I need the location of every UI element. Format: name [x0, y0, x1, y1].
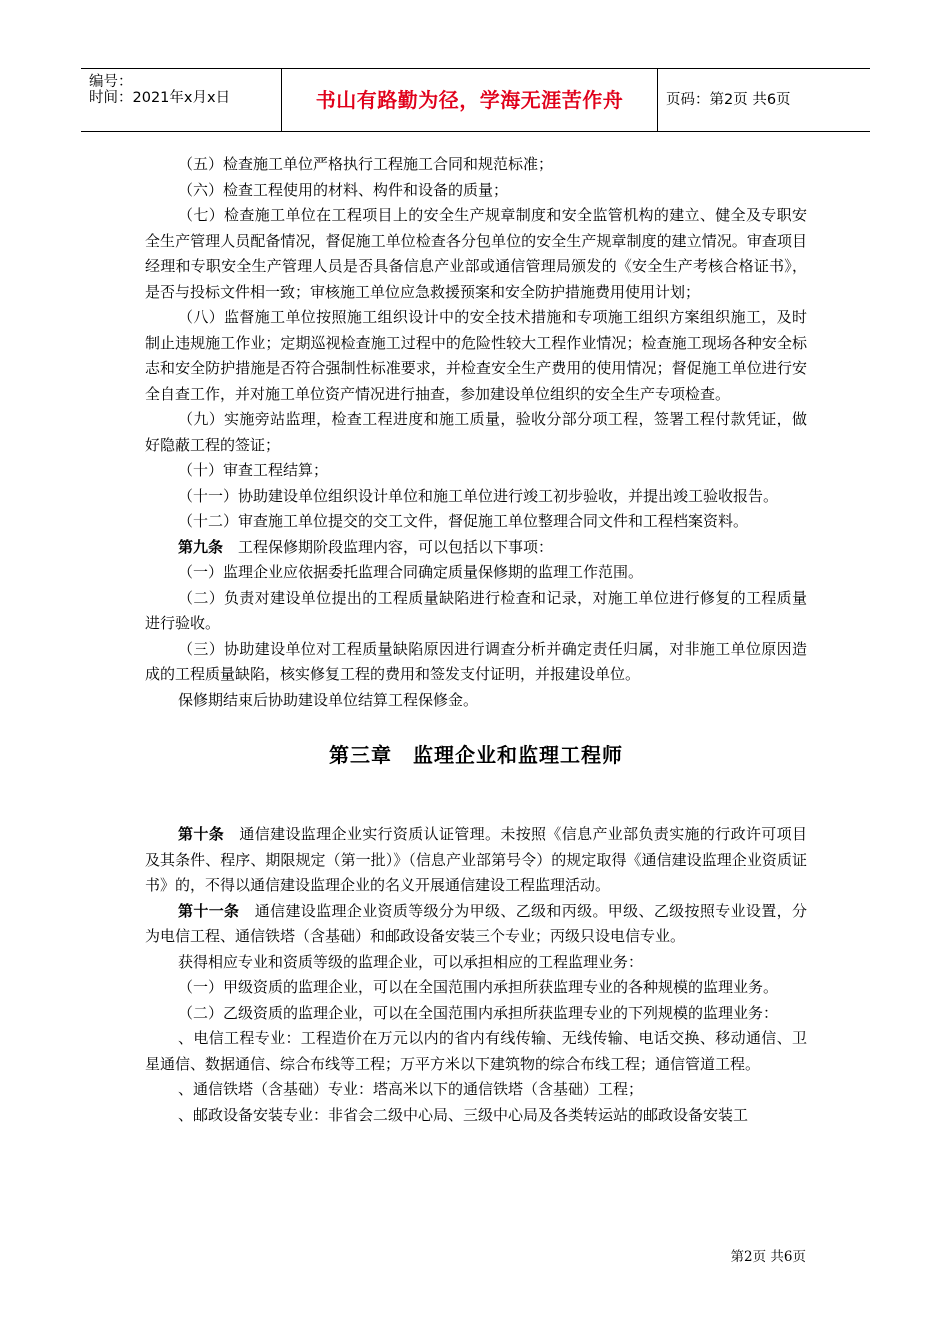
paragraph: [145, 458, 807, 484]
paragraph-text: （一）监理企业应依据委托监理合同确定质量保修期的监理工作范围。: [178, 563, 644, 581]
paragraph: [145, 1103, 807, 1129]
header-motto: 书山有路勤为径，学海无涯苦作舟: [282, 69, 658, 131]
article-number: 第九条: [178, 537, 224, 556]
document-date-label: 时间：2021年x月x日: [89, 90, 231, 106]
paragraph-text: （五）检查施工单位严格执行工程施工合同和规范标准；: [178, 155, 554, 173]
paragraph-text: 保修期结束后协助建设单位结算工程保修金。: [178, 690, 479, 709]
paragraph: [145, 822, 807, 899]
paragraph: [145, 586, 807, 637]
paragraph: [145, 484, 807, 510]
paragraph: [145, 152, 807, 178]
paragraph-text: （八）监督施工单位按照施工组织设计中的安全技术措施和专项施工组织方案组织施工，及时制止违规施工作业；定期巡视检查施工过程中的危险性较大工程作业情况；检查施工现场各种安全标志和安全防护措施是否符合强制性标准要求，并检查安全生产费用的使用情况；督促施工单位进行安全自查工作，并对施工单位资产情况进行抽查，参加建设单位组织的安全生产专项检查。: [145, 308, 807, 403]
paragraph-text: 、邮政设备安装专业：非省会二级中心局、三级中心局及各类转运站的邮政设备安装工: [178, 1105, 749, 1124]
page-footer: 第2页 共6页: [730, 1249, 806, 1265]
section-chapter-three: [145, 822, 807, 1128]
header-meta-cell: [81, 69, 282, 131]
paragraph-text: （十二）审查施工单位提交的交工文件，督促施工单位整理合同文件和工程档案资料。: [178, 512, 749, 530]
paragraph-text: （十一）协助建设单位组织设计单位和施工单位进行竣工初步验收，并提出竣工验收报告。: [178, 486, 779, 505]
paragraph-text: 、电信工程专业：工程造价在万元以内的省内有线传输、无线传输、电话交换、移动通信、卫星通信、数据通信、综合布线等工程；万平方米以下建筑物的综合布线工程；通信管道工程。: [145, 1029, 807, 1073]
paragraph: [145, 950, 807, 976]
paragraph-text: 工程保修期阶段监理内容，可以包括以下事项：: [223, 537, 554, 556]
document-number-label: 编号：: [89, 74, 133, 90]
paragraph-text: （一）甲级资质的监理企业，可以在全国范围内承担所获监理专业的各种规模的监理业务。: [178, 978, 779, 996]
paragraph: [145, 1026, 807, 1077]
paragraph: [145, 535, 807, 561]
paragraph-text: 通信建设监理企业资质等级分为甲级、乙级和丙级。甲级、乙级按照专业设置，分为电信工程、通信铁塔（含基础）和邮政设备安装三个专业；丙级只设电信专业。: [145, 901, 807, 945]
paragraph-text: （二）负责对建设单位提出的工程质量缺陷进行检查和记录，对施工单位进行修复的工程质量进行验收。: [145, 588, 807, 632]
paragraph-text: （九）实施旁站监理，检查工程进度和施工质量，验收分部分项工程，签署工程付款凭证，做好隐蔽工程的签证；: [145, 410, 807, 454]
chapter-title: 第三章 监理企业和监理工程师: [329, 743, 623, 767]
paragraph: [145, 1001, 807, 1027]
paragraph-text: （七）检查施工单位在工程项目上的安全生产规章制度和安全监管机构的建立、健全及专职安全生产管理人员配备情况，督促施工单位检查各分包单位的安全生产规章制度的建立情况。审查项目经理和专职安全生产管理人员是否具备信息产业部或通信管理局颁发的《安全生产考核合格证书》，是否与投标文件相一致；审核施工单位应急救援预案和安全防护措施费用使用计划；: [145, 206, 807, 301]
paragraph: [145, 688, 807, 714]
paragraph: [145, 637, 807, 688]
paragraph-text: （三）协助建设单位对工程质量缺陷原因进行调查分析并确定责任归属，对非施工单位原因造成的工程质量缺陷，核实修复工程的费用和签发支付证明，并报建设单位。: [145, 639, 807, 683]
paragraph: [145, 407, 807, 458]
paragraph: [145, 1077, 807, 1103]
paragraph: [145, 899, 807, 950]
paragraph-text: 获得相应专业和资质等级的监理企业，可以承担相应的工程监理业务：: [178, 952, 644, 971]
paragraph: [145, 975, 807, 1001]
header-page-label: 页码：第2页 共6页: [666, 92, 791, 108]
article-number: 第十一条: [178, 901, 240, 920]
paragraph: [145, 178, 807, 204]
paragraph-text: （六）检查工程使用的材料、构件和设备的质量；: [178, 180, 509, 199]
section-clauses: [145, 152, 807, 713]
paragraph: [145, 305, 807, 407]
paragraph-text: 、通信铁塔（含基础）专业：塔高米以下的通信铁塔（含基础）工程；: [178, 1080, 644, 1098]
paragraph-text: （十）审查工程结算；: [178, 461, 329, 479]
paragraph: [145, 203, 807, 305]
paragraph: [145, 560, 807, 586]
document-body: [145, 152, 807, 1128]
document-header: [81, 68, 870, 132]
paragraph-text: （二）乙级资质的监理企业，可以在全国范围内承担所获监理专业的下列规模的监理业务：: [178, 1003, 779, 1022]
paragraph-text: 通信建设监理企业实行资质认证管理。未按照《信息产业部负责实施的行政许可项目及其条件、程序、期限规定（第一批）》（信息产业部第号令）的规定取得《通信建设监理企业资质证书》的，不得以通信建设监理企业的名义开展通信建设工程监理活动。: [145, 825, 807, 894]
article-number: 第十条: [178, 825, 225, 843]
paragraph: [145, 509, 807, 535]
